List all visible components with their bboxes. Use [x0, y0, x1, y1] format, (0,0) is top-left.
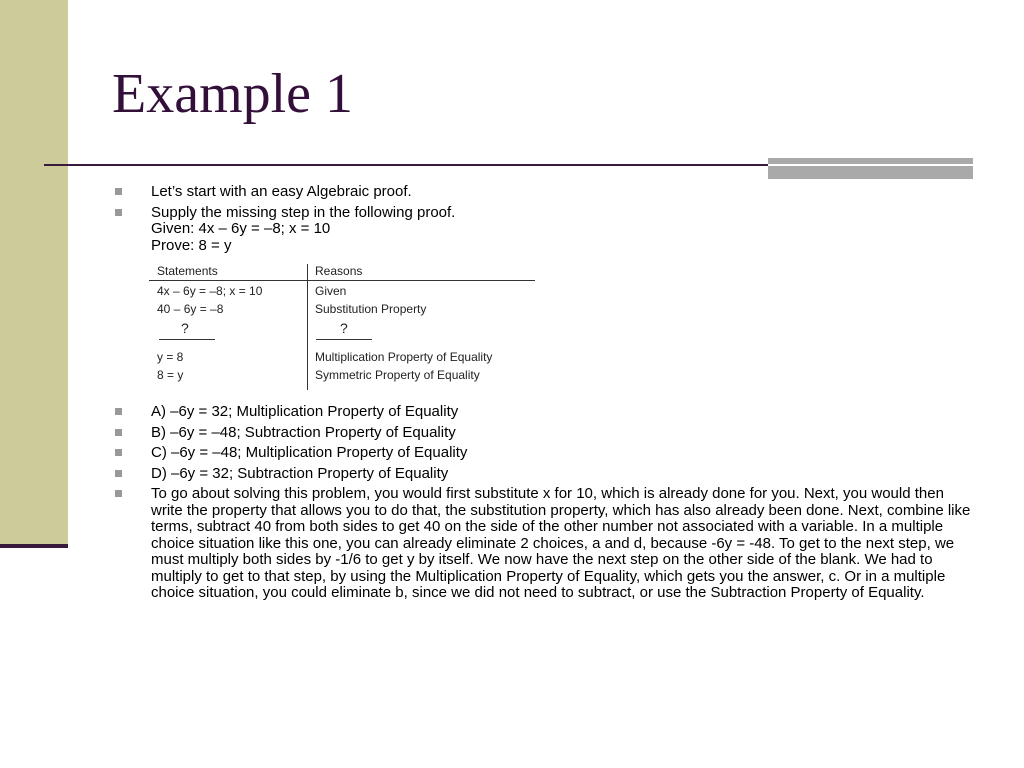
choice-item — [113, 466, 973, 483]
proof-reason-4: Multiplication Property of Equality — [315, 350, 493, 364]
choice-item — [113, 404, 973, 421]
bullet-list — [113, 184, 973, 606]
choice-text: D) –6y = 32; Subtraction Property of Equality — [151, 464, 449, 482]
proof-statement-1: 4x – 6y = –8; x = 10 — [157, 284, 263, 298]
explanation-item — [113, 486, 973, 602]
proof-statement-blank-line — [159, 339, 215, 340]
explanation-text: To go about solving this problem, you would first substitute x for 10, which is already done for you. Next, you would then write the property that allows you to do that, the substitution property, which has also already been done. Next, combine like terms, subtract 40 from both sides to get 40 on the side of the other number not associated with a variable. In a multiple choice situation like this one, you can already eliminate 2 choices, a and d, because -6y = -48. To get to the next step, we must multiply both sides by -1/6 to get y by itself. We now have the next step on the other side of the blank. We had to multiply to get to that step, by using the Multiplication Property of Equality, which gets you the answer, c. Or in a multiple choice situation, you could eliminate b, since we did not need to subtract, or use the Subtraction Property of Equality. — [151, 485, 971, 601]
proof-reason-5: Symmetric Property of Equality — [315, 368, 480, 382]
slide-title: Example 1 — [112, 63, 354, 125]
choice-text: C) –6y = –48; Multiplication Property of Equality — [151, 444, 468, 461]
choice-item — [113, 445, 973, 462]
choice-text: A) –6y = 32; Multiplication Property of Equality — [151, 403, 459, 420]
proof-header-divider — [149, 280, 535, 281]
choice-item — [113, 425, 973, 442]
bullet-marker-icon — [115, 188, 122, 195]
bullet-marker-icon — [115, 209, 122, 216]
proof-statement-blank: ? — [181, 320, 189, 336]
proof-statement-2: 40 – 6y = –8 — [157, 302, 224, 316]
proof-statement-4: y = 8 — [157, 350, 184, 364]
title-accent-bar — [768, 158, 973, 179]
proof-column-divider — [307, 264, 308, 390]
proof-reason-1: Given — [315, 284, 347, 298]
proof-reason-blank-line — [316, 339, 372, 340]
bullet-marker-icon — [115, 408, 122, 415]
bullet-marker-icon — [115, 490, 122, 497]
title-rule — [44, 164, 770, 166]
bullet-item — [113, 184, 973, 201]
proof-table-figure — [149, 260, 549, 394]
choice-text: B) –6y = –48; Subtraction Property of Equality — [151, 423, 456, 441]
title-accent-bar-line — [768, 164, 973, 166]
bullet-item — [113, 205, 973, 255]
bullet-marker-icon — [115, 429, 122, 436]
proof-reason-2: Substitution Property — [315, 302, 427, 316]
proof-header-reasons: Reasons — [315, 264, 363, 278]
bullet-text: Let’s start with an easy Algebraic proof. — [151, 183, 412, 200]
bullet-marker-icon — [115, 449, 122, 456]
proof-statement-5: 8 = y — [157, 368, 184, 382]
proof-header-statements: Statements — [157, 264, 218, 278]
left-accent-base — [0, 544, 68, 548]
left-accent-stripe — [0, 0, 68, 548]
bullet-marker-icon — [115, 470, 122, 477]
proof-reason-blank: ? — [340, 320, 348, 336]
bullet-text: Supply the missing step in the following proof. Given: 4x – 6y = –8; x = 10 Prove: 8 = y — [151, 203, 456, 254]
